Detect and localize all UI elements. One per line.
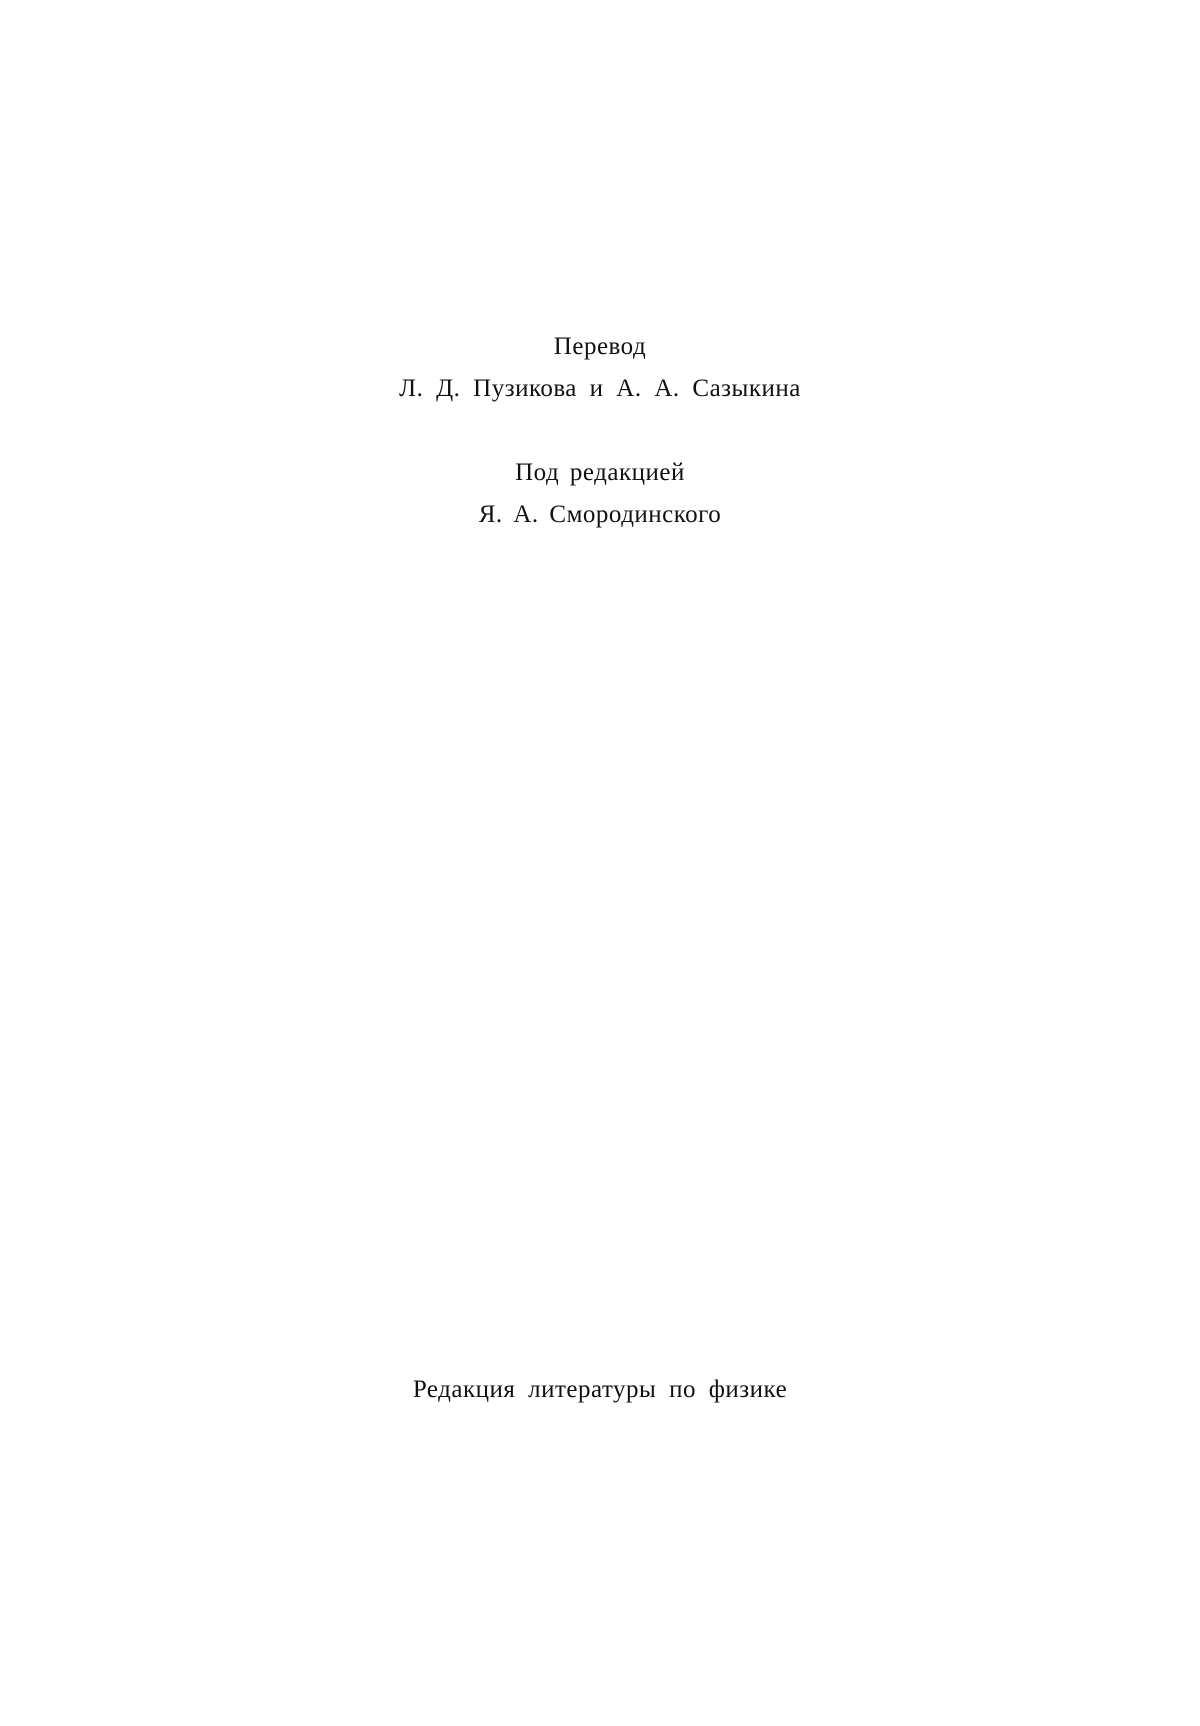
translators-names: Л. Д. Пузикова и А. А. Сазыкина [399, 375, 801, 402]
publisher-section: Редакция литературы по физике [412, 1376, 788, 1403]
translation-label: Перевод [553, 333, 647, 360]
editor-name: Я. А. Смородинского [478, 501, 722, 528]
editor-label: Под редакцией [515, 459, 685, 486]
